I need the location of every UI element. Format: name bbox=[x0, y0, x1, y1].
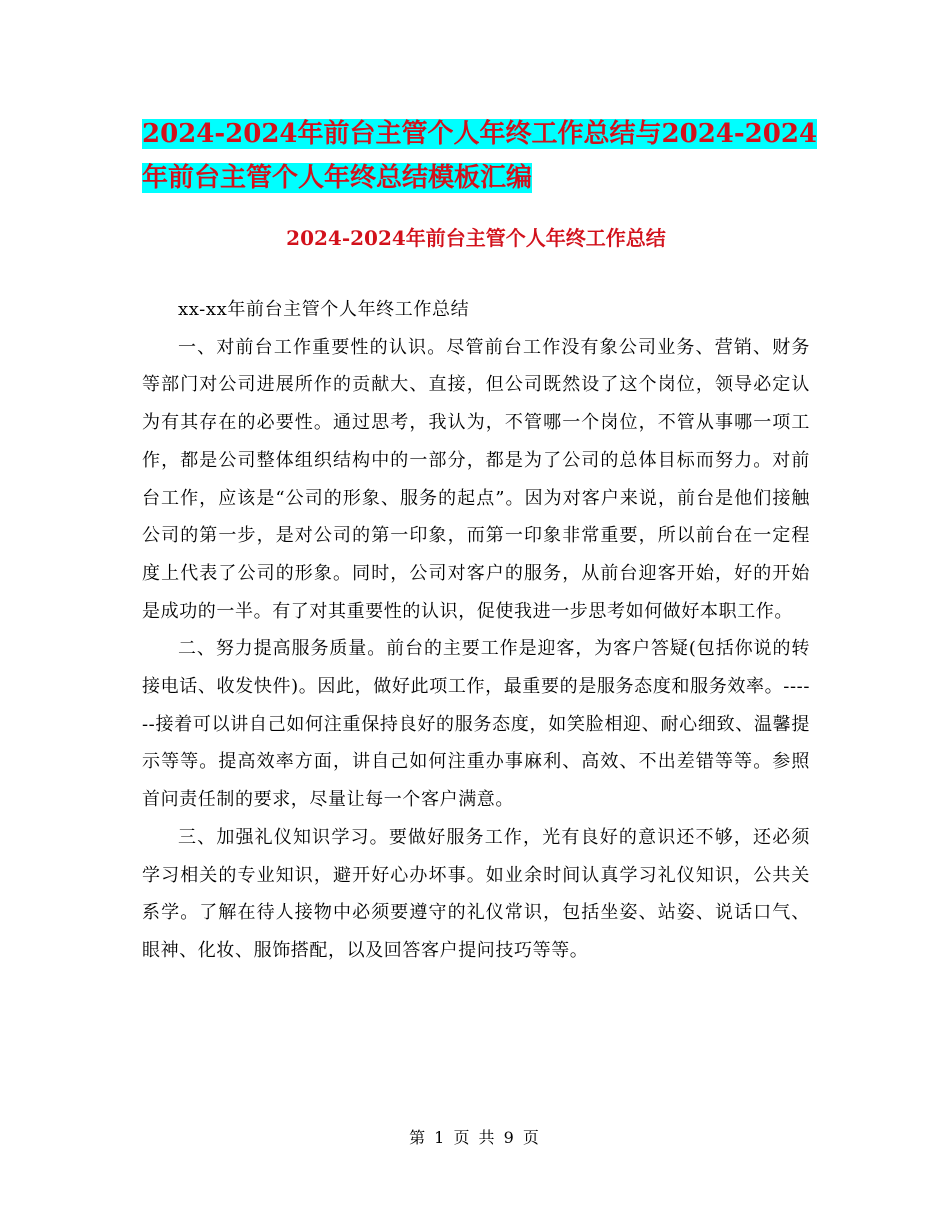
document-title bbox=[142, 112, 818, 200]
section-title: 2024-2024年前台主管个人年终工作总结 bbox=[286, 226, 666, 250]
paragraph: 三、加强礼仪知识学习。要做好服务工作，光有良好的意识还不够，还必须学习相关的专业知识，避开好心办坏事。如业余时间认真学习礼仪知识，公共关系学。了解在待人接物中必须要遵守的礼仪常识，包括坐姿、站姿、说话口气、眼神、化妆、服饰搭配，以及回答客户提问技巧等等。 bbox=[142, 826, 810, 961]
paragraph-heading: xx-xx年前台主管个人年终工作总结 bbox=[178, 299, 470, 320]
title-line-2 bbox=[142, 156, 812, 200]
paragraph: 二、努力提高服务质量。前台的主要工作是迎客，为客户答疑(包括你说的转接电话、收发快件)。因此，做好此项工作，最重要的是服务态度和服务效率。------接着可以讲自己如何注重保持良好的服务态度，如笑脸相迎、耐心细致、温馨提示等等。提高效率方面，讲自己如何注重办事麻利、高效、不出差错等等。参照首问责任制的要求，尽量让每一个客户满意。 bbox=[142, 638, 810, 811]
title-line-1 bbox=[142, 112, 818, 156]
page-footer: 第 1 页 共 9 页 bbox=[409, 1128, 541, 1147]
document-body bbox=[142, 291, 810, 970]
title-line-1-text: 2024-2024年前台主管个人年终工作总结与2024-2024 bbox=[142, 119, 818, 149]
paragraph: 一、对前台工作重要性的认识。尽管前台工作没有象公司业务、营销、财务等部门对公司进展所作的贡献大、直接，但公司既然设了这个岗位，领导必定认为有其存在的必要性。通过思考，我认为，不管哪一个岗位，不管从事哪一项工作，都是公司整体组织结构中的一部分，都是为了公司的总体目标而努力。对前台工作，应该是“公司的形象、服务的起点”。因为对客户来说，前台是他们接触公司的第一步，是对公司的第一印象，而第一印象非常重要，所以前台在一定程度上代表了公司的形象。同时，公司对客户的服务，从前台迎客开始，好的开始是成功的一半。有了对其重要性的认识，促使我进一步思考如何做好本职工作。 bbox=[142, 336, 810, 622]
title-line-2-text: 年前台主管个人年终总结模板汇编 bbox=[142, 163, 533, 193]
